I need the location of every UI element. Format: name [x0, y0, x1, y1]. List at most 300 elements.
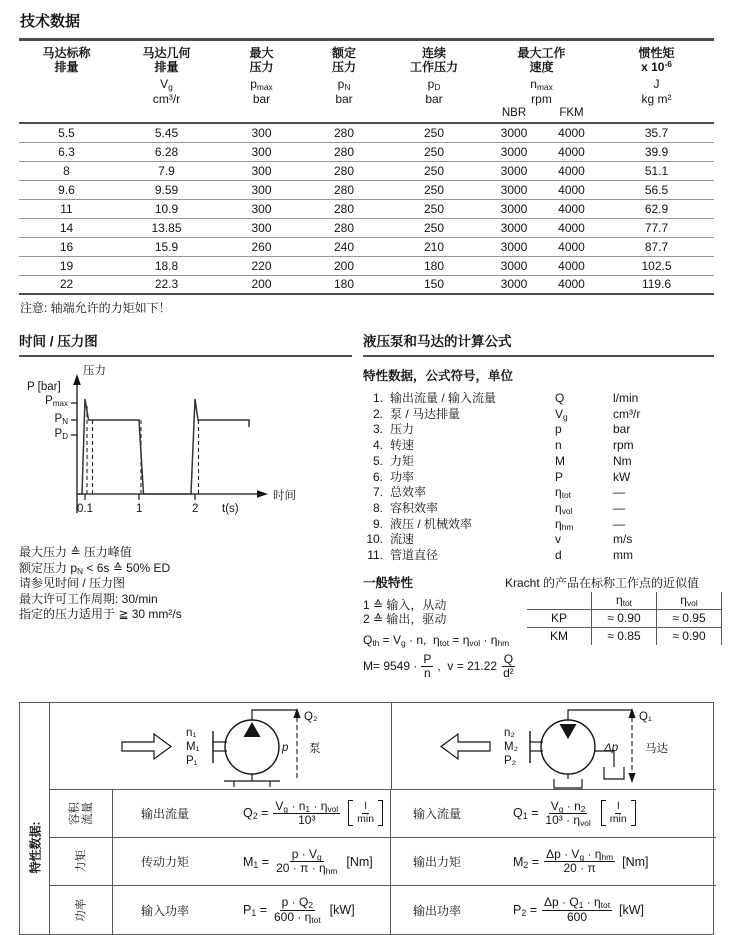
table-cell: 16: [59, 239, 74, 254]
formula-unit: [Nm]: [622, 854, 649, 869]
table-cell: 3000: [500, 163, 528, 178]
pump-input-m: M₁: [186, 740, 200, 753]
item-no: 9.: [372, 516, 383, 531]
fraction: [273, 800, 340, 827]
general-title: 一般特性: [363, 575, 414, 590]
chart-y-title: 压力: [83, 365, 106, 377]
item-symbol: p: [555, 422, 562, 437]
tank-icon: [604, 767, 624, 779]
table-cell: 3000: [500, 182, 528, 197]
table-cell: 5.5: [58, 125, 75, 140]
motor-flow-label: Q₁: [639, 710, 652, 723]
item-symbol: d: [555, 548, 562, 563]
table-cell: 210: [423, 239, 445, 254]
item-unit: —: [613, 516, 625, 531]
item-no: 11.: [367, 548, 383, 563]
pressure-note: 额定压力 $p_N < 6s$ ≙ 50% ED: [19, 560, 171, 576]
table-cell: 240: [333, 239, 355, 254]
kracht-col-header: $\eta_{vol}$: [657, 592, 722, 610]
fraction: [544, 848, 615, 875]
col-unit: bar: [252, 92, 271, 106]
item-no: 2.: [372, 406, 383, 421]
table-cell: 39.9: [644, 144, 669, 159]
kracht-col-header: $\eta_{tot}$: [592, 592, 657, 610]
motor-output-p: P₂: [504, 754, 517, 767]
table-cell: 4000: [558, 163, 585, 178]
motor-pressure-label: Δp: [604, 741, 619, 754]
kracht-cell: ≈ 0.95: [657, 609, 722, 627]
item-no: 5.: [372, 453, 383, 468]
chart-ytick-pmax: $P_{max}$: [45, 395, 68, 408]
table-row: [19, 218, 714, 237]
item-label: 压力: [390, 422, 415, 437]
table-cell: 300: [251, 125, 272, 140]
table-cell: 56.5: [644, 182, 669, 197]
table-cell: 280: [333, 144, 355, 159]
table-cell: 250: [423, 125, 445, 140]
motor-flow-triangle-icon: [560, 724, 577, 739]
tank-icon: [554, 779, 582, 788]
item-no: 3.: [372, 422, 383, 437]
table-cell: 4000: [558, 201, 585, 216]
item-symbol: $\eta_{tot}$: [555, 485, 571, 501]
col-unit: bar: [425, 92, 443, 106]
table-cell: 4000: [558, 239, 585, 254]
table-cell: 3000: [500, 125, 528, 140]
symbol-row: [363, 438, 714, 454]
table-cell: 3000: [500, 220, 528, 235]
item-symbol: $\eta_{hm}$: [555, 516, 574, 532]
chart-canvas: [19, 361, 351, 542]
table-row: [19, 161, 714, 180]
col-symbol: $p_D$: [427, 77, 441, 93]
table-cell: 200: [251, 277, 272, 292]
item-symbol: $V_g$: [555, 406, 568, 422]
fraction: [542, 896, 612, 923]
col-unit: bar: [335, 92, 353, 106]
fraction-den: $20 \cdot \pi \cdot \eta_{hm}$: [276, 861, 338, 877]
fraction-den: 10³: [298, 812, 316, 827]
kracht-row: [527, 609, 722, 627]
col-title: 惯性矩 x $10^{-6}$: [638, 46, 675, 74]
fraction-den: 20 · π: [563, 861, 596, 876]
table-cell: 5.45: [154, 125, 179, 140]
table-cell: 4000: [558, 277, 585, 292]
col-unit: [19, 91, 114, 106]
table-cell: 4000: [558, 182, 585, 197]
formula-unit: [kW]: [619, 903, 645, 918]
kracht-row: [527, 627, 722, 645]
table-cell: 250: [423, 220, 445, 235]
table-cell: 180: [423, 258, 445, 273]
category-label: 容积 流量: [68, 801, 93, 825]
kracht-cell: KM: [550, 629, 568, 644]
table-cell: 280: [333, 201, 355, 216]
pump-input-p: P₁: [186, 754, 198, 767]
item-symbol: $\eta_{vol}$: [555, 500, 573, 517]
formula-label: 传动力矩: [141, 855, 190, 870]
formula: [513, 848, 648, 875]
table-cell: 300: [251, 182, 272, 197]
symbols-list: [363, 391, 714, 564]
fraction-den: 600: [566, 909, 588, 924]
chart-xtick-1: 1: [136, 503, 143, 515]
pump-pressure-label: p: [282, 741, 289, 754]
formula-label: 输入流量: [413, 806, 462, 821]
symbol-row: [363, 548, 714, 564]
col-symbol: $V_g$: [160, 77, 173, 93]
table-row: [19, 237, 714, 256]
item-symbol: P: [555, 469, 564, 484]
category-label: 力矩: [74, 850, 87, 874]
item-no: 7.: [372, 485, 383, 500]
item-no: 10.: [366, 532, 383, 547]
formula-lhs: $Q_1$ =: [513, 806, 539, 822]
table-cell: 7.9: [158, 163, 175, 178]
fraction-num: Q: [503, 651, 514, 666]
diagram-row: [50, 703, 716, 790]
pump-diagram: [50, 703, 391, 789]
table-cell: 4000: [558, 220, 585, 235]
general-and-kracht: [363, 573, 714, 689]
fraction-den: d²: [503, 665, 514, 680]
pump-diagram-cell: [50, 703, 392, 789]
formula-row-power: [50, 886, 716, 933]
table-row: [19, 275, 714, 294]
formula-lhs: $P_1$ =: [243, 903, 267, 919]
table-cell: 3000: [500, 144, 528, 159]
table-cell: 280: [333, 182, 355, 197]
item-symbol: n: [555, 438, 562, 453]
fraction-num: $p \cdot V_g$: [291, 847, 322, 863]
table-cell: 102.5: [641, 258, 672, 273]
col-symbol: $p_N$: [337, 77, 351, 93]
table-cell: 220: [251, 258, 272, 273]
seal-label-fkm: FKM: [559, 107, 584, 119]
pump-flow-label: Q₂: [304, 710, 318, 723]
col-title: 马达几何 排量: [142, 46, 191, 74]
page-title: 技术数据: [20, 13, 81, 30]
formula-lhs: $P_2$ =: [513, 903, 537, 919]
motor-diagram-cell: [392, 703, 716, 789]
kracht-cell: KP: [527, 609, 592, 627]
eq2-prefix: M= 9549 ·: [363, 659, 418, 674]
section-title-formulas: 液压泵和马达的计算公式: [363, 330, 714, 357]
fraction: [543, 800, 592, 827]
formula: [513, 896, 644, 923]
item-unit: rpm: [613, 438, 634, 453]
symbol-row: [363, 485, 714, 501]
table-cell: 3000: [500, 277, 528, 292]
table-cell: 200: [333, 258, 355, 273]
table-cell: 300: [251, 144, 272, 159]
pressure-note: 请参见时间 / 压力图: [19, 576, 126, 590]
item-unit: bar: [613, 422, 631, 437]
pump-power-cell: [113, 886, 391, 933]
chart-x-unit: t(s): [222, 503, 239, 515]
table-cell: 77.7: [644, 220, 669, 235]
table-cell: 18.8: [154, 258, 179, 273]
formula: [243, 896, 355, 923]
symbol-row: [363, 422, 714, 438]
eq2-mid: , v = 21.22: [437, 659, 498, 674]
formula-lhs: $M_2$ =: [513, 854, 540, 870]
kracht-caption: Kracht 的产品在标称工作点的近似值: [505, 575, 700, 590]
middle-section: [19, 330, 714, 689]
formula-lhs: $Q_2$ =: [243, 806, 269, 822]
kracht-cell: ≈ 0.85: [592, 627, 657, 645]
side-label-column: [20, 703, 50, 934]
item-symbol: v: [555, 532, 561, 547]
kracht-table: [527, 592, 722, 645]
table-row: [19, 180, 714, 199]
symbols-subtitle: 特性数据，公式符号，单位: [363, 369, 514, 383]
motor-torque-cell: [391, 838, 716, 885]
kracht-cell: ≈ 0.90: [657, 627, 722, 645]
motor-output-n: n₂: [504, 726, 515, 739]
pressure-note: 最大压力 ≙ 压力峰值: [19, 545, 132, 559]
category-cell: [50, 886, 113, 933]
fraction-den: $600 \cdot \eta_{tot}$: [274, 909, 321, 925]
table-cell: 8: [63, 163, 70, 178]
item-no: 6.: [372, 469, 383, 484]
table-cell: 280: [333, 125, 355, 140]
output-arrow-icon: [441, 734, 490, 759]
item-unit: —: [613, 485, 625, 500]
table-cell: 280: [333, 220, 355, 235]
table-row: [19, 199, 714, 218]
table-row: [19, 256, 714, 275]
formula: [243, 800, 383, 827]
symbol-row: [363, 470, 714, 486]
symbol-row: [363, 454, 714, 470]
item-label: 流速: [390, 532, 415, 547]
symbol-row: [363, 391, 714, 407]
table-cell: 300: [251, 220, 272, 235]
unit-den: min: [357, 812, 375, 825]
item-unit: cm³/r: [613, 406, 641, 421]
chart-xtick-01: 0.1: [77, 503, 93, 515]
category-cell: [50, 790, 113, 837]
table-cell: 22.3: [154, 277, 179, 292]
motor-name-label: 马达: [645, 742, 668, 755]
table-cell: 300: [251, 201, 272, 216]
pump-name-label: 泵: [309, 742, 321, 755]
table-cell: 260: [251, 239, 272, 254]
symbol-row: [363, 517, 714, 533]
chart-x-title: 时间: [273, 490, 296, 502]
fraction-num: $V_g \cdot n_2$: [550, 798, 586, 814]
seal-label-nbr: NBR: [501, 107, 527, 119]
chart-xtick-2: 2: [192, 503, 199, 515]
motor-output-m: M₂: [504, 740, 519, 753]
item-unit: l/min: [613, 391, 639, 405]
table-note: 注意: 轴端允许的力矩如下！: [20, 301, 171, 315]
table-cell: 250: [423, 182, 445, 197]
table-cell: 9.59: [154, 182, 179, 197]
formula-label: 输出功率: [413, 903, 462, 918]
table-cell: 15.9: [154, 239, 179, 254]
formula-section: [363, 330, 714, 689]
table-cell: 3000: [500, 258, 528, 273]
table-cell: 11: [60, 201, 73, 216]
table-cell: 150: [423, 277, 445, 292]
table-cell: 300: [251, 163, 272, 178]
motor-diagram: [392, 703, 716, 789]
item-label: 功率: [390, 469, 415, 484]
item-unit: —: [613, 500, 625, 515]
pressure-notes: [19, 545, 352, 623]
col-title: 最大 压力: [249, 46, 274, 74]
item-label: 输出流量 / 输入流量: [390, 391, 497, 405]
item-label: 总效率: [390, 485, 427, 500]
table-header: [19, 40, 714, 124]
item-label: 管道直径: [390, 548, 439, 563]
table-cell: 6.28: [154, 144, 179, 159]
table-cell: 250: [423, 201, 445, 216]
table-cell: 19: [59, 258, 74, 273]
col-unit: rpm: [531, 92, 552, 106]
col-title: 马达标称 排量: [42, 46, 91, 74]
pressure-diagram-section: [19, 330, 352, 689]
table-cell: 22: [59, 277, 74, 292]
table-cell: 62.9: [644, 201, 669, 216]
table-row: [19, 142, 714, 161]
fraction-num: $p \cdot Q_2$: [281, 895, 313, 911]
general-line: 1 ≙ 输入，从动: [363, 597, 447, 612]
table-cell: 35.7: [644, 125, 669, 140]
symbol-row: [363, 501, 714, 517]
general-line: 2 ≙ 输出，驱动: [363, 612, 447, 627]
col-unit: kg m²: [641, 92, 672, 106]
fraction: [501, 653, 516, 680]
item-label: 转速: [390, 438, 415, 453]
item-label: 液压 / 机械效率: [390, 516, 473, 531]
col-symbol: $p_{max}$: [250, 77, 273, 93]
formula: [243, 848, 373, 875]
item-label: 容积效率: [390, 500, 439, 515]
table-cell: 6.3: [58, 144, 75, 159]
formula: [513, 800, 636, 827]
table-cell: 9.6: [58, 182, 75, 197]
formula-lhs: $M_1$ =: [243, 854, 270, 870]
chart-y-axis-label: P [bar]: [27, 381, 61, 393]
table-cell: 87.7: [644, 239, 669, 254]
fraction: [421, 653, 433, 680]
item-symbol: Q: [555, 391, 565, 405]
formula-label: 输出流量: [141, 806, 190, 821]
general-eq2: [363, 653, 714, 680]
table-cell: 4000: [558, 258, 585, 273]
col-unit: cm³/r: [152, 92, 181, 106]
table-cell: 3000: [500, 201, 528, 216]
table-cell: 51.1: [644, 163, 669, 178]
item-no: 1.: [372, 391, 383, 405]
fraction: [274, 848, 339, 875]
table-cell: 250: [423, 163, 445, 178]
pump-flow-triangle-icon: [244, 722, 261, 737]
motor-power-cell: [391, 886, 716, 933]
input-arrow-icon: [122, 734, 171, 759]
col-symbol: [19, 74, 114, 91]
unit-bracket: [601, 800, 636, 826]
table-cell: 3000: [500, 239, 528, 254]
table-cell: 250: [423, 144, 445, 159]
pressure-time-chart: [19, 361, 351, 542]
table-cell: 180: [333, 277, 355, 292]
item-no: 4.: [372, 438, 383, 453]
formula-row-flow: [50, 790, 716, 838]
col-symbol: J: [653, 77, 660, 91]
pressure-note: 指定的压力适用于 ≧ 30 mm²/s: [19, 607, 182, 621]
col-title: 额定 压力: [331, 46, 356, 74]
table-cell: 14: [59, 220, 74, 235]
pump-torque-cell: [113, 838, 391, 885]
table-cell: 4000: [558, 125, 585, 140]
item-unit: m/s: [613, 532, 633, 547]
chart-ytick-pd: $P_D$: [54, 428, 68, 441]
table-cell: 280: [333, 163, 355, 178]
unit-bracket: [348, 800, 383, 826]
formula-unit: [kW]: [329, 903, 355, 918]
symbol-row: [363, 532, 714, 548]
motor-flow-cell: [391, 790, 716, 837]
table-cell: 10.9: [154, 201, 179, 216]
side-label: 特性数据:: [28, 821, 42, 874]
col-symbol: $n_{max}$: [530, 77, 553, 93]
kracht-header-row: [527, 592, 722, 610]
fraction-num: $\Delta p \cdot Q_1 \cdot \eta_{tot}$: [544, 895, 611, 911]
technical-data-table: [19, 38, 714, 295]
pump-motor-formula-table: [19, 702, 714, 935]
table-cell: 119.6: [641, 277, 672, 292]
symbol-row: [363, 407, 714, 423]
formula-row-torque: [50, 838, 716, 886]
fraction-den: $10^3 \cdot \eta_{vol}$: [545, 812, 591, 828]
fraction-den: n: [424, 665, 431, 680]
formula-unit: [Nm]: [346, 854, 373, 869]
table-row: [19, 123, 714, 142]
section-title-pressure: 时间 / 压力图: [19, 330, 352, 357]
formula-label: 输出力矩: [413, 855, 462, 870]
fraction: [272, 896, 323, 923]
fraction-num: $\Delta p \cdot V_g \cdot \eta_{hm}$: [546, 847, 614, 863]
category-label: 功率: [74, 898, 87, 922]
col-title: 连续 工作压力: [409, 46, 458, 74]
category-cell: [50, 838, 113, 885]
item-unit: mm: [613, 548, 633, 563]
item-no: 8.: [372, 500, 383, 515]
unit-num: l: [364, 800, 367, 813]
formula-label: 输入功率: [141, 903, 190, 918]
pressure-note: 最大许可工作周期: 30/min: [19, 591, 158, 606]
item-unit: kW: [613, 469, 631, 484]
fraction-num: $V_g \cdot n_1 \cdot \eta_{vol}$: [275, 798, 339, 814]
unit-den: min: [609, 812, 627, 825]
table-cell: 13.85: [151, 220, 182, 235]
item-symbol: M: [555, 453, 565, 468]
col-title: 最大工作 速度: [517, 46, 566, 74]
unit-num: l: [617, 800, 620, 813]
item-label: 力矩: [390, 453, 415, 468]
fraction-num: P: [423, 651, 432, 666]
pump-flow-cell: [113, 790, 391, 837]
pump-input-n: n₁: [186, 726, 197, 739]
kracht-cell: ≈ 0.90: [592, 609, 657, 627]
item-label: 泵 / 马达排量: [390, 406, 461, 421]
item-unit: Nm: [613, 453, 632, 468]
eq1-text: $Q_{th} = V_g \cdot n$, $\eta_{tot} = \eta_{vol} \cdot \eta_{hm}$: [363, 632, 510, 648]
